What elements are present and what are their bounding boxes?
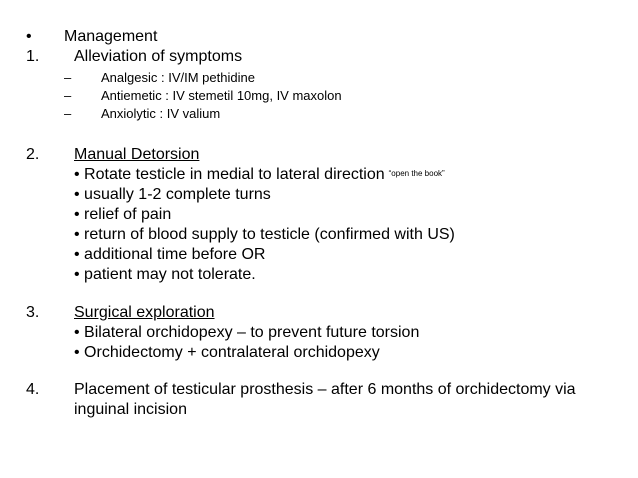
item-4-title-line-1: Placement of testicular prosthesis – after 6 months of orchidectomy via [74,381,576,398]
heading: Management [64,28,158,45]
item-1-sub-2: Antiemetic : IV stemetil 10mg, IV maxolon [101,88,342,103]
item-3-title: Surgical exploration [74,304,215,321]
item-2-title: Manual Detorsion [74,146,200,163]
item-3-number: 3. [26,304,40,321]
item-1-dash-3: – [64,106,72,121]
heading-bullet: • [26,28,32,45]
item-3-point-2: • Orchidectomy + contralateral orchidopexy [74,344,380,361]
item-2-point-1-row [74,167,445,183]
item-2-point-6: • patient may not tolerate. [74,266,256,283]
item-1-number: 1. [26,48,40,65]
item-2-number: 2. [26,146,40,163]
item-4-title-line-2: inguinal incision [74,401,187,418]
item-2-point-3: • relief of pain [74,206,172,223]
item-1-title: Alleviation of symptoms [74,48,243,65]
item-1-dash-2: – [64,88,72,103]
item-2-point-5: • additional time before OR [74,246,266,263]
item-1-sub-3: Anxiolytic : IV valium [101,106,221,121]
item-4-number: 4. [26,381,40,398]
item-2-point-2: • usually 1-2 complete turns [74,186,271,203]
item-2-point-4: • return of blood supply to testicle (confirmed with US) [74,226,455,243]
item-1-dash-1: – [64,70,72,85]
item-3-point-1: • Bilateral orchidopexy – to prevent future torsion [74,324,420,341]
item-1-sub-1: Analgesic : IV/IM pethidine [101,70,255,85]
item-2-point-1: • Rotate testicle in medial to lateral direction [74,166,385,183]
item-2-note: “open the book” [388,169,445,178]
